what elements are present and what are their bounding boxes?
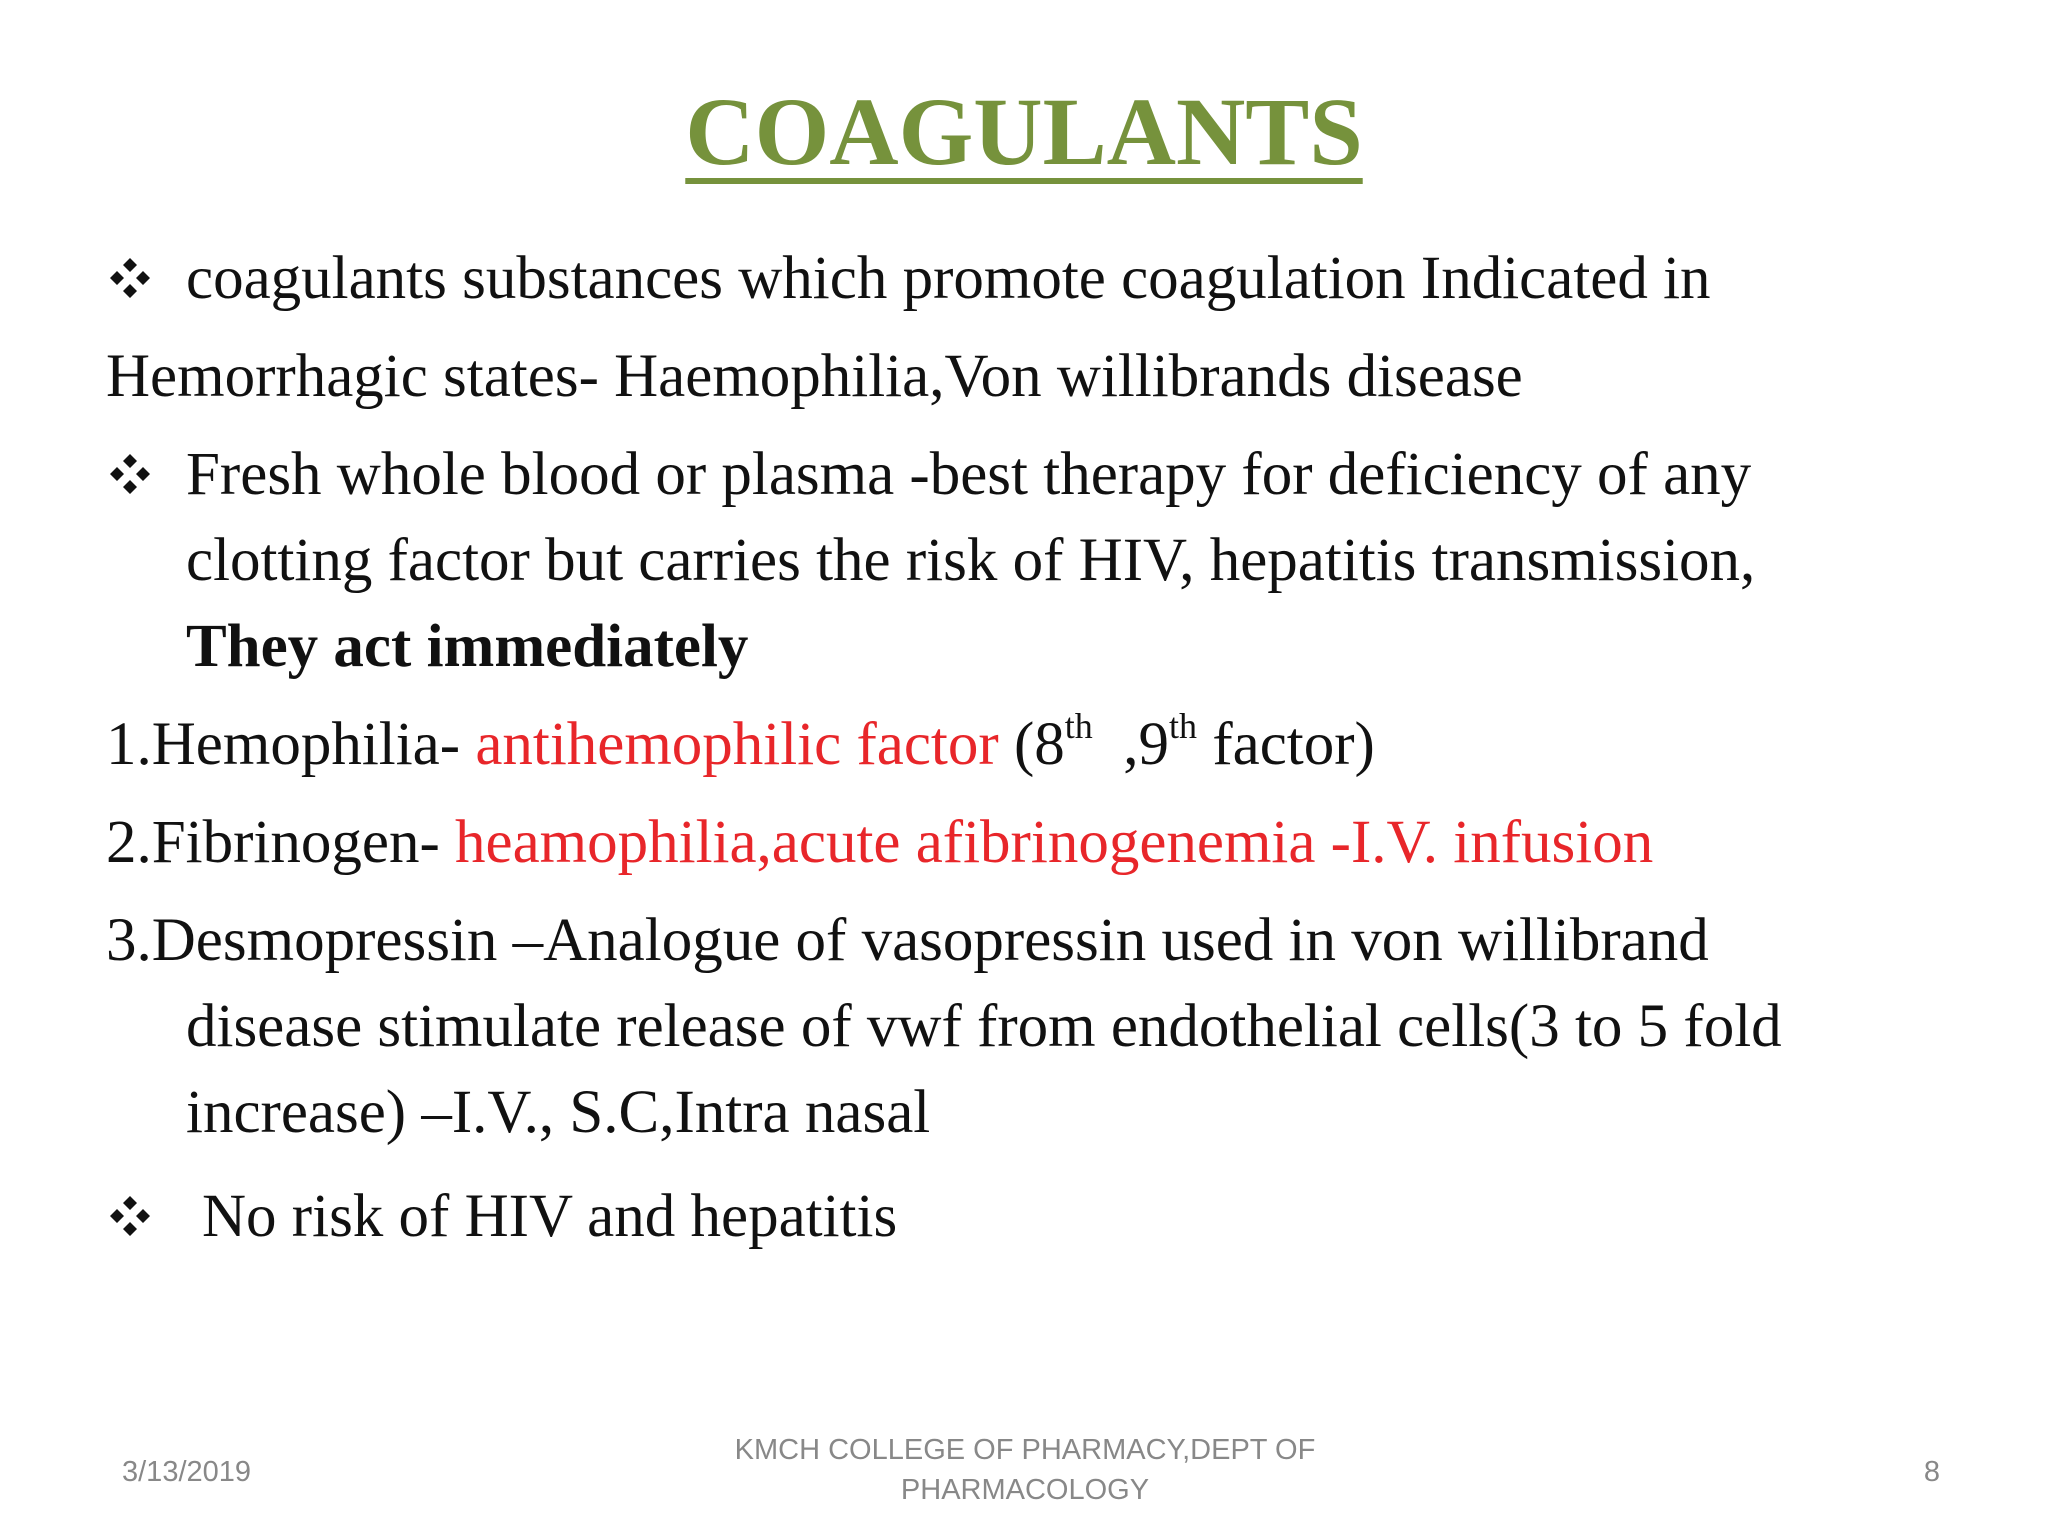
bullet-paragraph-1 <box>106 236 2006 322</box>
numbered-item-3-line-2: disease stimulate release of vwf from endothelial cells(3 to 5 fold <box>186 993 1782 1060</box>
bullet-paragraph-3 <box>106 1174 2006 1260</box>
footer-page-number: 8 <box>1923 1456 1940 1488</box>
bullet-paragraph-1-line-2 <box>106 334 2006 420</box>
bullet-paragraph-2-line-1: Fresh whole blood or plasma -best therapy for deficiency of any <box>186 441 1752 508</box>
numbered-item-2-label: 2.Fibrinogen- <box>106 809 456 876</box>
diamond-bullet-icon <box>108 452 152 496</box>
diamond-bullet-icon <box>108 1194 152 1238</box>
numbered-item-1-text-c: factor) <box>1197 711 1375 778</box>
bullet-paragraph-1-continuation: Hemorrhagic states- Haemophilia,Von willibrands disease <box>106 343 1523 410</box>
bullet-paragraph-2-emphasis: They act immediately <box>186 613 749 680</box>
numbered-item-1-highlight: antihemophilic factor <box>475 711 999 778</box>
numbered-item-1-sup-b: th <box>1169 706 1198 746</box>
bullet-paragraph-3-text: No risk of HIV and hepatitis <box>202 1183 898 1250</box>
numbered-item-3-line-3: increase) –I.V., S.C,Intra nasal <box>186 1079 931 1146</box>
bullet-paragraph-2 <box>106 432 2006 690</box>
numbered-item-3-line-1: 3.Desmopressin –Analogue of vasopressin used in von willibrand <box>106 907 1709 974</box>
diamond-bullet-icon <box>108 256 152 300</box>
footer-institution-line-2: PHARMACOLOGY <box>900 1474 1150 1506</box>
numbered-item-2 <box>106 800 2006 886</box>
footer-institution-line-1: KMCH COLLEGE OF PHARMACY,DEPT OF <box>734 1434 1316 1466</box>
footer-institution <box>700 1430 1350 1510</box>
footer-date: 3/13/2019 <box>122 1456 252 1488</box>
numbered-item-1-text-a: (8 <box>998 711 1065 778</box>
slide-body <box>106 236 2006 1260</box>
slide-title-text: COAGULANTS <box>685 78 1363 185</box>
numbered-item-1-label: 1.Hemophilia- <box>106 711 476 778</box>
numbered-item-1-text-b: ,9 <box>1092 711 1170 778</box>
numbered-item-3 <box>106 898 2006 1156</box>
numbered-item-2-highlight: heamophilia,acute afibrinogenemia -I.V. infusion <box>455 809 1654 876</box>
numbered-item-1 <box>106 702 2006 788</box>
bullet-paragraph-1-line-1: coagulants substances which promote coagulation Indicated in <box>186 245 1711 312</box>
slide-title <box>0 72 2048 192</box>
bullet-paragraph-2-line-2: clotting factor but carries the risk of HIV, hepatitis transmission, <box>186 527 1756 594</box>
numbered-item-1-sup-a: th <box>1064 706 1093 746</box>
